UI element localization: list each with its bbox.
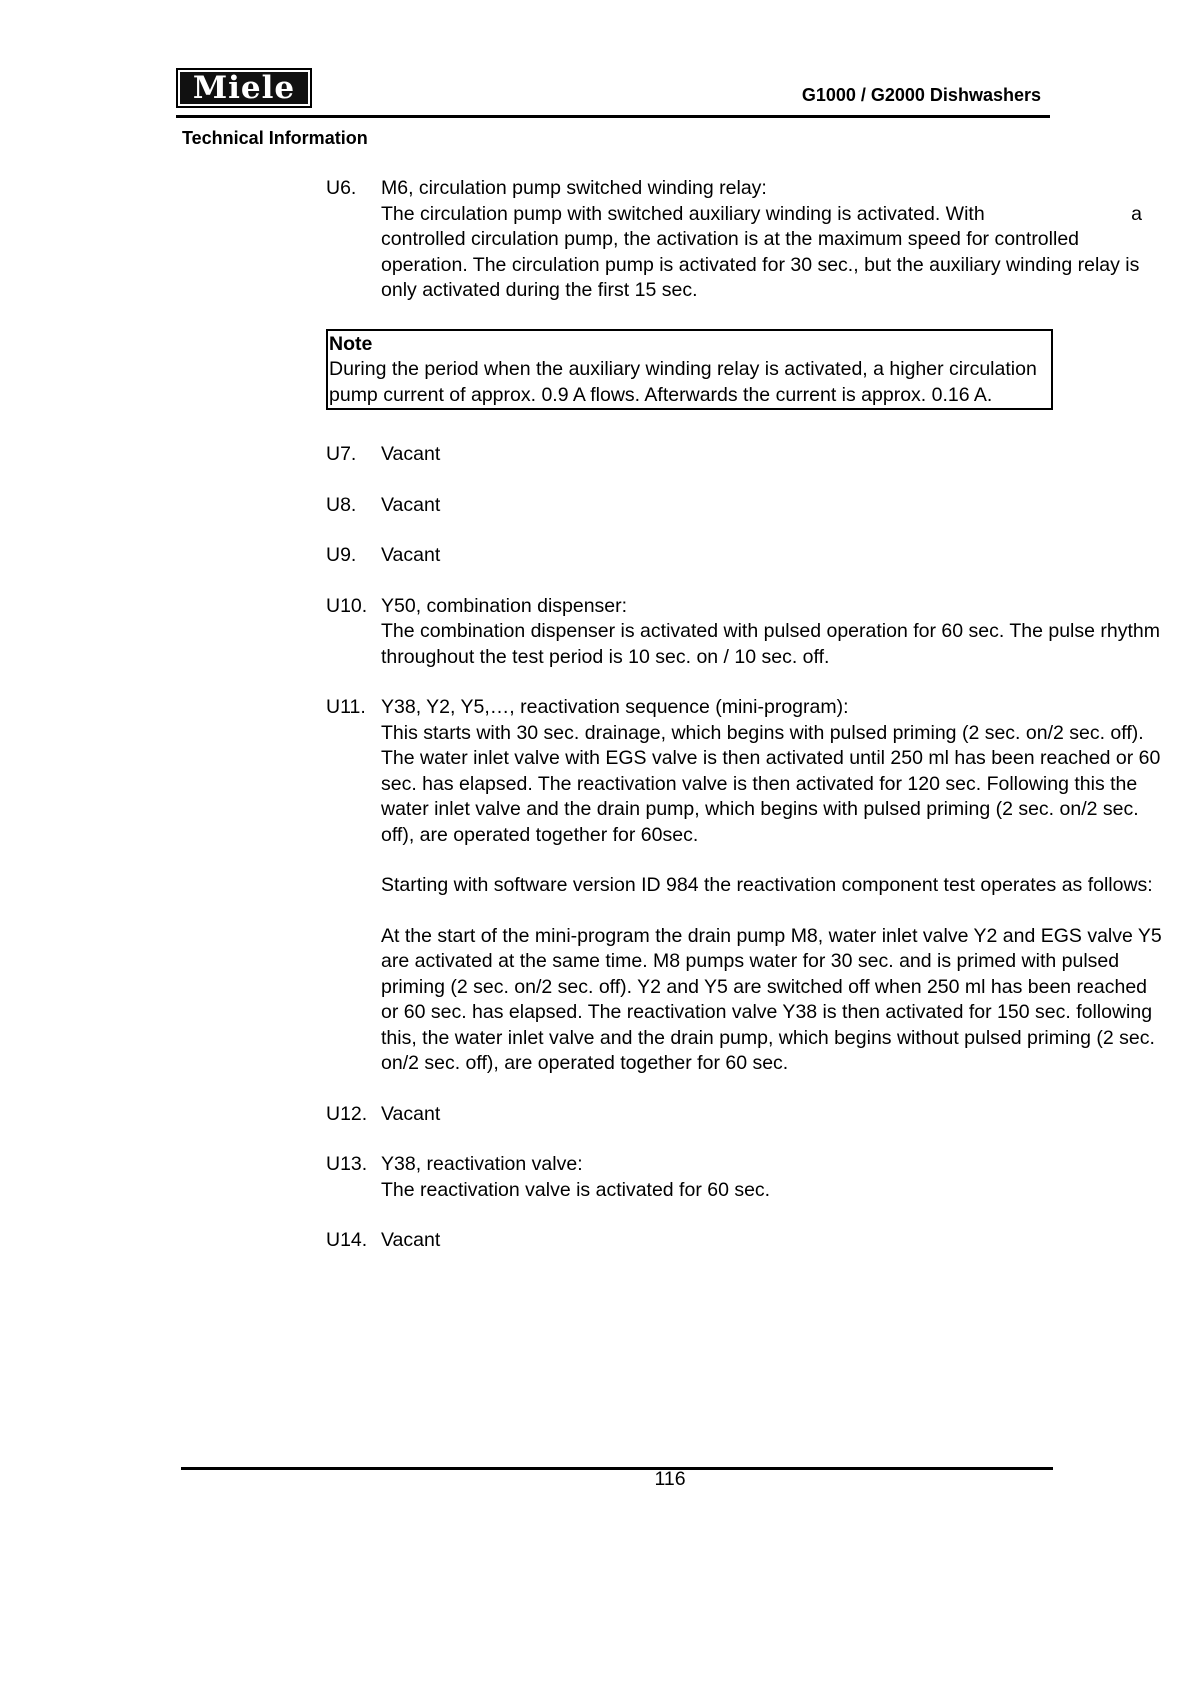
note-box — [326, 329, 1053, 411]
document-title: G1000 / G2000 Dishwashers — [801, 85, 1041, 105]
miele-logo — [176, 68, 312, 108]
test-item-u8 — [326, 493, 1166, 519]
test-item-u10 — [326, 594, 1166, 671]
item-paragraph: At the start of the mini-program the drain pump M8, water inlet valve Y2 and EGS valve Y5 are activated at the same time. M8 pumps water for 30 sec. and is primed with pulsed priming (2 sec. on/2 sec. off). Y2 and Y5 are switched off when 250 ml has been reached or 60 sec. has elapsed. The reactivation valve Y38 is then activated for 150 sec. following this, the water inlet valve and the drain pump, which begins without pulsed priming (2 sec. on/2 sec. off), are operated together for 60 sec. — [381, 924, 1162, 1074]
page-number: 116 — [654, 1468, 686, 1490]
item-desc-first-line — [381, 202, 1166, 228]
header-divider — [176, 115, 1050, 118]
item-description: The combination dispenser is activated with pulsed operation for 60 sec. The pulse rhythm throughout the test period is 10 sec. on / 10 sec. off. — [381, 620, 1160, 668]
section-label: Technical Information — [182, 128, 368, 148]
item-description: The reactivation valve is activated for 60 sec. — [381, 1178, 771, 1201]
item-code: U13. — [326, 1153, 368, 1175]
item-title: Vacant — [381, 493, 441, 516]
logo-text: Miele — [180, 72, 308, 104]
item-title: Vacant — [381, 544, 441, 566]
test-item-u6 — [326, 176, 1166, 304]
test-item-u7 — [326, 442, 1166, 468]
page-content — [326, 176, 1166, 1279]
item-title: Vacant — [381, 1229, 441, 1251]
item-body — [381, 176, 1166, 304]
item-code: U8. — [326, 493, 357, 516]
test-item-u14 — [326, 1228, 1166, 1254]
item-code: U7. — [326, 443, 357, 465]
item-title: Y38, Y2, Y5,…, reactivation sequence (mini-program): — [381, 696, 849, 718]
item-description: controlled circulation pump, the activation is at the maximum speed for controlled operation. The circulation pump is activated for 30 sec., but the auxiliary winding relay is only activated during the first 15 sec. — [381, 228, 1140, 301]
item-title: M6, circulation pump switched winding relay: — [381, 177, 767, 199]
item-paragraph: Starting with software version ID 984 the reactivation component test operates as follows: — [381, 874, 1153, 896]
item-body — [381, 594, 1166, 671]
item-body — [381, 695, 1166, 1077]
test-item-u9 — [326, 543, 1166, 569]
item-code: U9. — [326, 544, 357, 566]
item-code: U6. — [326, 177, 357, 199]
test-item-u12 — [326, 1102, 1166, 1128]
item-title: Y38, reactivation valve: — [381, 1153, 583, 1175]
test-item-u13 — [326, 1152, 1166, 1203]
item-code: U11. — [326, 696, 366, 718]
item-code: U12. — [326, 1102, 368, 1125]
item-paragraph: This starts with 30 sec. drainage, which begins with pulsed priming (2 sec. on/2 sec. off). The water inlet valve with EGS valve is then activated until 250 ml has been reached or 60 sec. has elapsed. The reactivation valve is then activated for 120 sec. Following this the water inlet valve and the drain pump, which begins with pulsed priming (2 sec. on/2 sec. off), are operated together for 60sec. — [381, 721, 1161, 846]
note-text: During the period when the auxiliary winding relay is activated, a higher circulation pump current of approx. 0.9 A flows. Afterwards the current is approx. 0.16 A. — [329, 358, 1037, 406]
item-title: Vacant — [381, 443, 441, 465]
item-code: U10. — [326, 594, 368, 617]
item-title: Vacant — [381, 1102, 441, 1125]
item-desc-line-a: The circulation pump with switched auxiliary winding is activated. With — [381, 202, 985, 225]
item-body — [381, 1152, 1166, 1203]
item-desc-line-b: a — [1131, 202, 1142, 225]
item-code: U14. — [326, 1229, 368, 1251]
item-title: Y50, combination dispenser: — [381, 594, 628, 617]
note-title: Note — [329, 332, 373, 355]
test-item-u11 — [326, 695, 1166, 1077]
